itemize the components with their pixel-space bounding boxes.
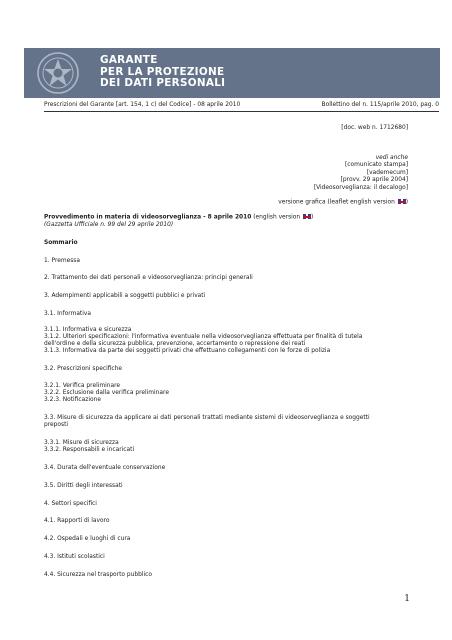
toc-item[interactable]: 3.5. Diritti degli interessati — [44, 483, 123, 489]
toc-item[interactable]: 4.4. Sicurezza nel trasporto pubblico — [44, 572, 152, 578]
english-version-link[interactable]: (english version — [251, 214, 301, 221]
toc-item[interactable]: 4.1. Rapporti di lavoro — [44, 518, 110, 524]
provvedimento-heading: Provvedimento in materia di videosorveglianza - 8 aprile 2010 (english version ) (Gazzetta Ufficiale n. 99 del 29 aprile 2010) — [44, 214, 439, 229]
toc-item[interactable]: 3.2.1. Verifica preliminare — [44, 383, 120, 389]
toc-item[interactable]: 3.2. Prescrizioni specifiche — [44, 366, 123, 372]
toc-item[interactable]: 4. Settori specifici — [44, 501, 97, 507]
toc-item[interactable]: dell'ordine e della sicurezza pubblica, prevenzione, accertamento o repressione dei reati — [44, 341, 306, 347]
toc-item[interactable]: 3.1. Informativa — [44, 311, 91, 317]
header-banner — [24, 48, 440, 98]
header-left: Prescrizioni del Garante [art. 154, 1 c) del Codice] - 08 aprile 2010 — [44, 102, 241, 108]
toc-item[interactable]: 4.2. Ospedali e luoghi di cura — [44, 536, 131, 542]
graphic-version[interactable]: versione grafica (leaflet english version ) — [278, 199, 408, 206]
header-right: Bollettino del n. 115/aprile 2010, pag. 0 — [321, 102, 439, 108]
doc-ref: [doc. web n. 1712680] — [341, 125, 408, 131]
toc-item[interactable]: 3.1.2. Ulteriori specificazioni: l'informativa eventuale nella videosorveglianza effettuata per finalità di tutela — [44, 334, 363, 340]
uk-flag-icon — [303, 214, 311, 219]
emblem-icon — [36, 51, 80, 95]
toc-item[interactable]: 3.2.3. Notificazione — [44, 397, 101, 403]
see-also-title: vedi anche — [375, 155, 408, 161]
banner-title: GARANTE PER LA PROTEZIONE DEI DATI PERSONALI — [100, 54, 226, 89]
toc-item[interactable]: 3.3. Misure di sicurezza da applicare ai dati personali trattati mediante sistemi di videosorveglianza e soggetti — [44, 415, 370, 421]
toc-item[interactable]: preposti — [44, 422, 69, 428]
toc-item[interactable]: 3.2.2. Esclusione dalla verifica preliminare — [44, 390, 169, 396]
toc-item[interactable]: 3.4. Durata dell'eventuale conservazione — [44, 465, 166, 471]
provvedimento-title: Provvedimento in materia di videosorveglianza - 8 aprile 2010 — [44, 214, 252, 221]
sommario-title: Sommario — [44, 240, 78, 246]
link-comunicato[interactable]: [comunicato stampa] — [345, 162, 408, 169]
toc-item[interactable]: 4.3. Istituti scolastici — [44, 554, 105, 560]
link-provv[interactable]: [provv. 29 aprile 2004] — [340, 177, 408, 184]
toc-item[interactable]: 1. Premessa — [44, 258, 80, 264]
header-rule — [44, 111, 439, 112]
uk-flag-icon — [398, 199, 406, 204]
see-also-block — [314, 155, 408, 192]
toc-item[interactable]: 3. Adempimenti applicabili a soggetti pubblici e privati — [44, 293, 206, 299]
page-number: 1 — [404, 594, 410, 604]
toc-item[interactable]: 2. Trattamento dei dati personali e videosorveglianza: principi generali — [44, 275, 253, 281]
gazzetta-ref: (Gazzetta Ufficiale n. 99 del 29 aprile 2010) — [44, 221, 174, 228]
toc-item[interactable]: 3.3.1. Misure di sicurezza — [44, 440, 119, 446]
toc-item[interactable]: 3.3.2. Responsabili e incaricati — [44, 447, 135, 453]
toc-item[interactable]: 3.1.3. Informativa da parte dei soggetti privati che effettuano collegamenti con le forze di polizia — [44, 348, 331, 354]
link-vademecum[interactable]: [vademecum] — [366, 169, 408, 176]
toc-item[interactable]: 3.1.1. Informativa e sicurezza — [44, 327, 132, 333]
link-decalogo[interactable]: [Videosorveglianza: il decalogo] — [313, 184, 408, 191]
